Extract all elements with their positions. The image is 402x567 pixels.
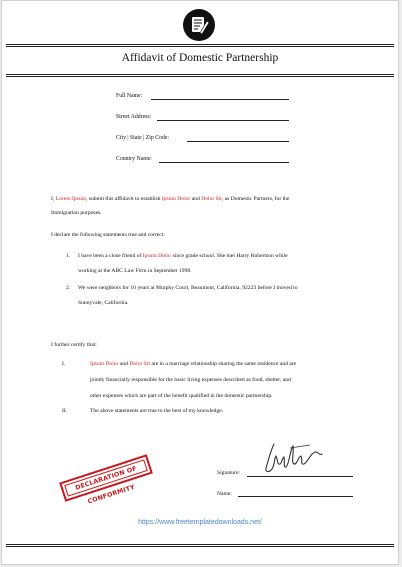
list-item-1-a: I have been a close friend of	[78, 253, 142, 259]
document-pen-icon	[183, 9, 215, 41]
list2-item-1-line-3: other expenses which are part of the benefit qualified in the domestic partnership.	[90, 393, 273, 399]
declarant-name: Lorem Ipsum	[55, 196, 86, 202]
list-item-1-red: Ipsum Dolor	[142, 253, 172, 259]
list-item-2-number: 2.	[66, 285, 71, 291]
signature-label: Signature:	[217, 470, 240, 476]
header-rule-top	[6, 44, 394, 45]
name-field[interactable]	[238, 496, 353, 497]
list2-partner-1: Ipsum Dolor	[90, 361, 119, 367]
intro-suffix: , as Domestic Partners, for the	[221, 196, 290, 202]
list2-partner-2: Dolor Sit	[129, 361, 150, 367]
list-item-2-text: We were neighbors for 10 years at Murphy Court, Beaumont, California, 92223 before I moved to	[78, 285, 298, 291]
list-item-2-line-2: Sunnyvale, California.	[78, 300, 129, 306]
partner-1-name: Ipsum Dolor	[161, 196, 191, 202]
declaration-stamp	[59, 454, 153, 506]
name-label: Name:	[217, 491, 232, 497]
list2-item-2-number: II.	[62, 408, 68, 414]
list-item-1-number: 1.	[66, 253, 71, 259]
document-title: Affidavit of Domestic Partnership	[121, 52, 279, 64]
handwritten-signature	[260, 438, 330, 478]
certify-statement: I further certify that:	[51, 342, 97, 348]
full-name-label: Full Name:	[116, 93, 143, 99]
title-rule-bottom	[6, 76, 394, 77]
header-rule-bottom	[6, 46, 394, 47]
list-item-1-text	[78, 252, 388, 260]
footer-website-link[interactable]: https://www.freetemplatedownloads.net/	[138, 519, 262, 526]
intro-and: and	[191, 196, 200, 202]
list2-item-1-number: I.	[62, 361, 66, 367]
list2-item-1-text	[90, 360, 390, 368]
intro-prefix: I,	[51, 196, 55, 202]
document-page	[1, 0, 399, 565]
city-state-zip-label: City | State | Zip Code:	[116, 135, 170, 141]
country-name-label: Country Name:	[116, 156, 152, 162]
stamp-text: DECLARATION OF CONFORMITY	[74, 465, 138, 506]
intro-mid: , submit this affidavit to establish	[85, 196, 161, 202]
declare-statement: I declare the following statements true and correct:	[51, 232, 165, 238]
full-name-field[interactable]	[151, 99, 289, 100]
partner-2-name: Dolor Sit	[201, 196, 222, 202]
footer-rule-bottom	[6, 546, 394, 547]
street-address-field[interactable]	[157, 120, 289, 121]
street-address-label: Street Address:	[116, 114, 152, 120]
title-rule-top	[6, 74, 394, 75]
city-state-zip-field[interactable]	[187, 141, 289, 142]
list2-and: and	[119, 361, 128, 367]
intro-line-2: Immigration purposes.	[51, 210, 102, 216]
list2-item-1-line-2: jointly financially responsible for the basic living expenses described as food, shelter, and	[90, 377, 291, 383]
list2-item-2-text: The above statements are true to the best of my knowledge.	[90, 408, 224, 414]
intro-paragraph	[51, 195, 391, 203]
list-item-1-line-2: working at the ABC Law Firm in September 1998.	[78, 268, 192, 274]
country-name-field[interactable]	[159, 162, 289, 163]
footer-rule-top	[6, 544, 394, 545]
signature-field[interactable]	[247, 476, 353, 477]
list2-rest: are in a marriage relationship sharing the same residence and are	[151, 361, 297, 367]
list-item-1-b: since grade school. She met Harry Robertson while	[172, 253, 288, 259]
